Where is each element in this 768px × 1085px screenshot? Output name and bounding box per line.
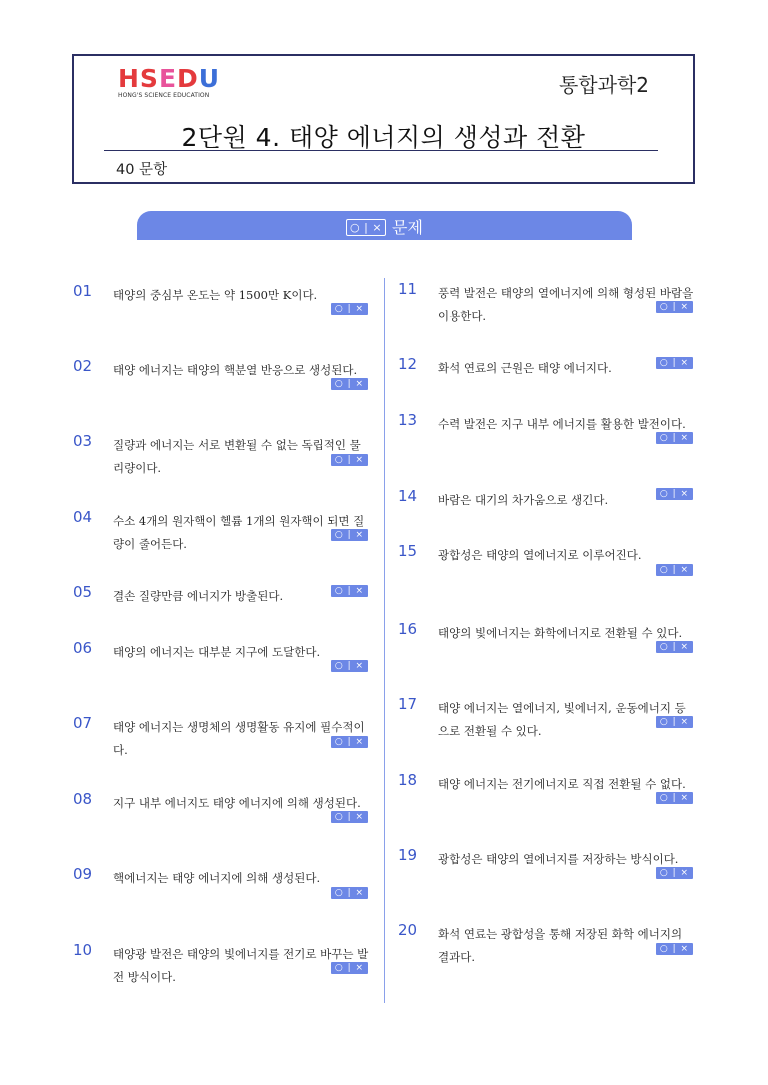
question-number: 20 — [398, 921, 418, 939]
question-text: 태양광 발전은 태양의 빛에너지를 전기로 바꾸는 발전 방식이다. — [113, 947, 369, 984]
ox-answer-badge[interactable]: ○ | × — [331, 454, 368, 466]
ox-answer-badge[interactable]: ○ | × — [656, 641, 693, 653]
banner-label: 문제 — [392, 218, 423, 237]
question-text: 태양의 에너지는 대부분 지구에 도달한다. — [113, 645, 321, 659]
subject-label: 통합과학2 — [558, 73, 649, 97]
question-number: 15 — [398, 542, 418, 560]
section-banner — [137, 211, 632, 240]
question-text: 핵에너지는 태양 에너지에 의해 생성된다. — [113, 871, 321, 885]
ox-answer-badge[interactable]: ○ | × — [656, 301, 693, 313]
ox-answer-badge[interactable]: ○ | × — [656, 867, 693, 879]
ox-answer-badge[interactable]: ○ | × — [331, 585, 368, 597]
question-text: 수소 4개의 원자핵이 헬륨 1개의 원자핵이 되면 질량이 줄어든다. — [113, 514, 365, 551]
question-number: 03 — [73, 432, 93, 450]
ox-answer-badge[interactable]: ○ | × — [331, 811, 368, 823]
question-number: 18 — [398, 771, 418, 789]
title-rule — [104, 150, 658, 151]
question-count: 40 문항 — [116, 162, 168, 178]
question-text: 태양의 빛에너지는 화학에너지로 전환될 수 있다. — [438, 626, 683, 640]
ox-answer-badge[interactable]: ○ | × — [656, 432, 693, 444]
question-number: 05 — [73, 583, 93, 601]
question-number: 01 — [73, 282, 93, 300]
question-number: 10 — [73, 941, 93, 959]
question-text: 태양의 중심부 온도는 약 1500만 K이다. — [113, 288, 318, 302]
ox-answer-badge[interactable]: ○ | × — [331, 529, 368, 541]
question-text: 지구 내부 에너지도 태양 에너지에 의해 생성된다. — [113, 796, 361, 810]
question-number: 06 — [73, 639, 93, 657]
question-number: 02 — [73, 357, 93, 375]
ox-answer-badge[interactable]: ○ | × — [331, 660, 368, 672]
column-divider — [384, 278, 385, 1003]
ox-answer-badge[interactable]: ○ | × — [656, 716, 693, 728]
ox-answer-badge[interactable]: ○ | × — [656, 564, 693, 576]
hsedu-logo — [118, 66, 238, 102]
ox-answer-badge[interactable]: ○ | × — [331, 736, 368, 748]
question-number: 11 — [398, 280, 418, 298]
question-text: 태양 에너지는 태양의 핵분열 반응으로 생성된다. — [113, 363, 358, 377]
question-text: 태양 에너지는 열에너지, 빛에너지, 운동에너지 등으로 전환될 수 있다. — [438, 701, 686, 738]
ox-answer-badge[interactable]: ○ | × — [331, 887, 368, 899]
ox-answer-badge[interactable]: ○ | × — [656, 357, 693, 369]
question-text: 결손 질량만큼 에너지가 방출된다. — [113, 589, 284, 603]
logo-subtitle: HONG'S SCIENCE EDUCATION — [118, 92, 210, 99]
question-number: 19 — [398, 846, 418, 864]
ox-answer-badge[interactable]: ○ | × — [331, 378, 368, 390]
question-text: 태양 에너지는 생명체의 생명활동 유지에 필수적이다. — [113, 720, 365, 757]
question-number: 13 — [398, 411, 418, 429]
question-number: 17 — [398, 695, 418, 713]
ox-answer-badge[interactable]: ○ | × — [656, 943, 693, 955]
question-number: 16 — [398, 620, 418, 638]
ox-answer-badge[interactable]: ○ | × — [331, 962, 368, 974]
ox-answer-badge[interactable]: ○ | × — [656, 792, 693, 804]
logo-wordmark: HSEDU — [118, 64, 221, 93]
question-text: 바람은 대기의 차가움으로 생긴다. — [438, 493, 609, 507]
question-number: 04 — [73, 508, 93, 526]
question-text: 화석 연료는 광합성을 통해 저장된 화학 에너지의 결과다. — [438, 927, 683, 964]
ox-badge-icon: ○ | × — [346, 219, 386, 236]
question-number: 08 — [73, 790, 93, 808]
question-text: 화석 연료의 근원은 태양 에너지다. — [438, 361, 612, 375]
question-number: 14 — [398, 487, 418, 505]
question-text: 질량과 에너지는 서로 변환될 수 없는 독립적인 물리량이다. — [113, 438, 361, 475]
question-text: 태양 에너지는 전기에너지로 직접 전환될 수 없다. — [438, 777, 686, 791]
question-number: 09 — [73, 865, 93, 883]
header-box — [72, 54, 695, 184]
question-number: 07 — [73, 714, 93, 732]
page-title: 2단원 4. 태양 에너지의 생성과 전환 — [181, 123, 586, 152]
question-text: 광합성은 태양의 열에너지로 이루어진다. — [438, 548, 642, 562]
question-text: 수력 발전은 지구 내부 에너지를 활용한 발전이다. — [438, 417, 686, 431]
ox-answer-badge[interactable]: ○ | × — [656, 488, 693, 500]
question-text: 광합성은 태양의 열에너지를 저장하는 방식이다. — [438, 852, 679, 866]
ox-answer-badge[interactable]: ○ | × — [331, 303, 368, 315]
question-text: 풍력 발전은 태양의 열에너지에 의해 형성된 바람을 이용한다. — [438, 286, 694, 323]
question-number: 12 — [398, 355, 418, 373]
